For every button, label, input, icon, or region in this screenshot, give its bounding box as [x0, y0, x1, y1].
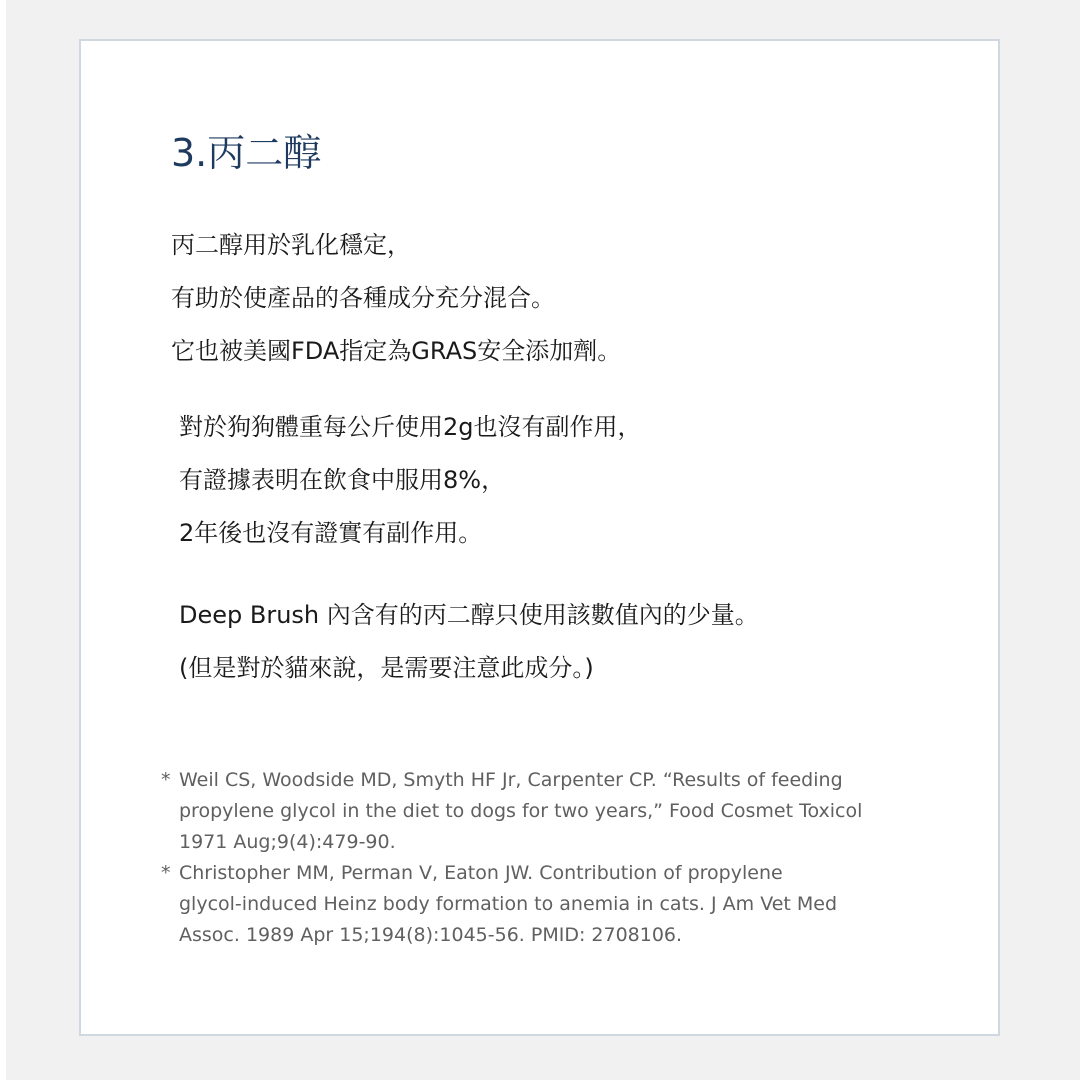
- paragraph-line: 2年後也沒有證實有副作用。: [179, 519, 483, 547]
- paragraph-dog-safety: [179, 401, 642, 560]
- page-title: 3.丙二醇: [171, 131, 322, 175]
- paragraph-line: 丙二醇用於乳化穩定，: [171, 231, 411, 259]
- reference-item: [161, 858, 901, 951]
- paragraph-line: 有證據表明在飲食中服用8%，: [179, 466, 506, 494]
- left-edge-strip: [0, 0, 6, 1080]
- reference-line: Assoc. 1989 Apr 15;194(8):1045-56. PMID: 2708106.: [179, 924, 683, 946]
- content-card: [79, 39, 1000, 1036]
- reference-line: Christopher MM, Perman V, Eaton JW. Contribution of propylene: [179, 862, 783, 884]
- paragraph-line: 對於狗狗體重每公斤使用2g也沒有副作用，: [179, 413, 642, 441]
- paragraph-line: (但是對於貓來說，是需要注意此成分。): [179, 654, 594, 682]
- paragraph-emulsifier: [171, 219, 621, 378]
- reference-line: glycol-induced Heinz body formation to anemia in cats. J Am Vet Med: [179, 893, 838, 915]
- asterisk-bullet: *: [161, 862, 171, 884]
- paragraph-line: Deep Brush 內含有的丙二醇只使用該數值內的少量。: [179, 601, 759, 629]
- references-list: [161, 765, 901, 951]
- paragraph-line: 它也被美國FDA指定為GRAS安全添加劑。: [171, 337, 622, 365]
- reference-line: Weil CS, Woodside MD, Smyth HF Jr, Carpenter CP. “Results of feeding: [179, 769, 843, 791]
- reference-line: propylene glycol in the diet to dogs for two years,” Food Cosmet Toxicol: [179, 800, 863, 822]
- reference-item: [161, 765, 901, 858]
- paragraph-product-note: [179, 589, 759, 695]
- paragraph-line: 有助於使產品的各種成分充分混合。: [171, 284, 555, 312]
- reference-line: 1971 Aug;9(4):479-90.: [179, 831, 396, 853]
- asterisk-bullet: *: [161, 769, 171, 791]
